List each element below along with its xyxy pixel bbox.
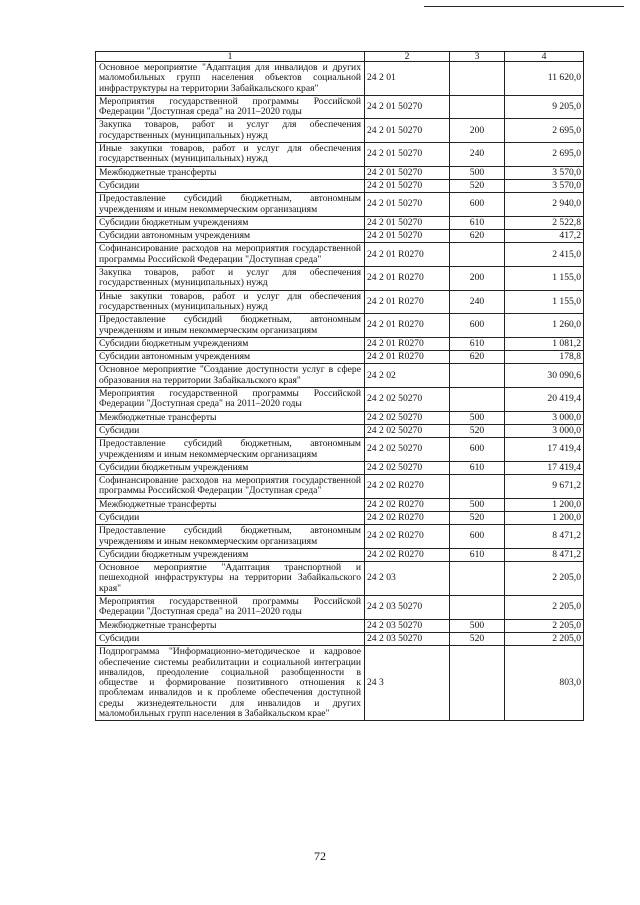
table-header-row [96,52,584,62]
table-row [96,411,584,424]
table-row [96,243,584,267]
row-name: Закупка товаров, работ и услуг для обеспечения государственных (муниципальных) нужд [96,267,365,291]
row-code: 24 2 02 50270 [365,461,450,474]
row-type: 240 [450,143,505,167]
table-row [96,548,584,561]
row-code: 24 2 01 R0270 [365,314,450,338]
row-amount: 2 205,0 [505,596,584,620]
row-name: Предоставление субсидий бюджетным, автономным учреждениям и иным некоммерческим организациям [96,193,365,217]
row-name: Предоставление субсидий бюджетным, автономным учреждениям и иным некоммерческим организациям [96,438,365,462]
row-name: Субсидии автономным учреждениям [96,351,365,364]
row-amount: 2 205,0 [505,619,584,632]
row-type [450,62,505,96]
table-row [96,193,584,217]
row-type: 620 [450,351,505,364]
row-amount: 8 471,2 [505,548,584,561]
table-row [96,216,584,229]
row-name: Межбюджетные трансферты [96,166,365,179]
table-row [96,95,584,119]
row-name: Предоставление субсидий бюджетным, автономным учреждениям и иным некоммерческим организациям [96,314,365,338]
table-row [96,179,584,192]
header-col-3: 3 [450,52,505,62]
row-amount: 2 522,8 [505,216,584,229]
table-row [96,461,584,474]
table-row [96,596,584,620]
row-code: 24 2 02 [365,364,450,388]
row-type: 610 [450,461,505,474]
table-row [96,337,584,350]
row-type [450,596,505,620]
row-code: 24 2 01 50270 [365,143,450,167]
budget-table [95,51,584,721]
row-name: Субсидии бюджетным учреждениям [96,461,365,474]
row-code: 24 2 03 50270 [365,632,450,645]
row-code: 24 2 01 50270 [365,216,450,229]
row-code: 24 2 01 R0270 [365,267,450,291]
table-row [96,143,584,167]
row-amount: 30 090,6 [505,364,584,388]
row-code: 24 2 01 50270 [365,166,450,179]
row-name: Мероприятия государственной программы Российской Федерации "Доступная среда" на 2011–2020 годы [96,388,365,412]
row-type: 620 [450,230,505,243]
row-name: Основное мероприятие "Адаптация транспортной и пешеходной инфраструктуры на территории Забайкальского края" [96,562,365,596]
row-amount: 1 081,2 [505,337,584,350]
row-type: 520 [450,179,505,192]
table-row [96,166,584,179]
row-amount: 9 671,2 [505,475,584,499]
header-col-4: 4 [505,52,584,62]
row-name: Межбюджетные трансферты [96,411,365,424]
row-type [450,364,505,388]
row-name: Субсидии [96,511,365,524]
row-amount: 417,2 [505,230,584,243]
row-type: 610 [450,337,505,350]
row-amount: 2 940,0 [505,193,584,217]
row-name: Основное мероприятие "Адаптация для инвалидов и других маломобильных групп населения объектов социальной инфраструктуры на территории Забайкальского края" [96,62,365,96]
header-col-1: 1 [96,52,365,62]
row-type: 500 [450,498,505,511]
row-type [450,562,505,596]
row-type: 600 [450,314,505,338]
row-amount: 803,0 [505,646,584,721]
row-type: 520 [450,424,505,437]
row-type: 610 [450,548,505,561]
row-code: 24 2 01 R0270 [365,351,450,364]
row-name: Субсидии [96,179,365,192]
table-row [96,62,584,96]
table-row [96,267,584,291]
page-number: 72 [314,849,326,863]
row-name: Софинансирование расходов на мероприятия государственной программы Российской Федерации "Доступная среда" [96,243,365,267]
row-type [450,475,505,499]
row-name: Основное мероприятие "Создание доступности услуг в сфере образования на территории Забайкальского края" [96,364,365,388]
row-code: 24 2 01 50270 [365,193,450,217]
row-code: 24 2 02 R0270 [365,498,450,511]
row-amount: 3 570,0 [505,166,584,179]
table-row [96,646,584,721]
row-code: 24 2 01 R0270 [365,337,450,350]
row-type [450,388,505,412]
table-row [96,475,584,499]
row-code: 24 2 02 50270 [365,438,450,462]
table-body [96,62,584,721]
row-type: 500 [450,411,505,424]
row-type: 600 [450,438,505,462]
row-code: 24 2 01 [365,62,450,96]
row-code: 24 2 01 R0270 [365,243,450,267]
row-amount: 2 695,0 [505,143,584,167]
table-row [96,424,584,437]
row-code: 24 2 03 [365,562,450,596]
table-row [96,511,584,524]
row-code: 24 2 02 50270 [365,388,450,412]
row-type: 520 [450,511,505,524]
row-code: 24 2 01 50270 [365,95,450,119]
row-amount: 1 155,0 [505,267,584,291]
row-code: 24 2 02 R0270 [365,525,450,549]
row-code: 24 2 02 R0270 [365,511,450,524]
row-type: 600 [450,193,505,217]
table-row [96,290,584,314]
row-amount: 2 415,0 [505,243,584,267]
row-code: 24 3 [365,646,450,721]
table-row [96,364,584,388]
row-amount: 11 620,0 [505,62,584,96]
row-code: 24 2 02 R0270 [365,548,450,561]
row-name: Софинансирование расходов на мероприятия государственной программы Российской Федерации "Доступная среда" [96,475,365,499]
row-name: Закупка товаров, работ и услуг для обеспечения государственных (муниципальных) нужд [96,119,365,143]
table-row [96,351,584,364]
table-row [96,525,584,549]
row-name: Субсидии бюджетным учреждениям [96,337,365,350]
row-amount: 1 200,0 [505,498,584,511]
row-type: 600 [450,525,505,549]
row-amount: 178,8 [505,351,584,364]
row-amount: 20 419,4 [505,388,584,412]
table-row [96,438,584,462]
row-amount: 2 695,0 [505,119,584,143]
row-amount: 9 205,0 [505,95,584,119]
row-code: 24 2 03 50270 [365,619,450,632]
row-code: 24 2 01 R0270 [365,290,450,314]
row-amount: 2 205,0 [505,632,584,645]
row-amount: 17 419,4 [505,438,584,462]
row-type [450,243,505,267]
row-name: Субсидии [96,632,365,645]
row-name: Мероприятия государственной программы Российской Федерации "Доступная среда" на 2011–2020 годы [96,596,365,620]
row-code: 24 2 02 50270 [365,424,450,437]
row-amount: 3 000,0 [505,424,584,437]
table-row [96,619,584,632]
table-row [96,562,584,596]
row-name: Субсидии бюджетным учреждениям [96,548,365,561]
table-row [96,388,584,412]
row-type [450,95,505,119]
row-name: Субсидии [96,424,365,437]
header-col-2: 2 [365,52,450,62]
row-type: 200 [450,267,505,291]
table-row [96,498,584,511]
row-type [450,646,505,721]
row-amount: 1 200,0 [505,511,584,524]
row-amount: 2 205,0 [505,562,584,596]
row-amount: 1 155,0 [505,290,584,314]
top-rule [424,6,624,7]
row-name: Иные закупки товаров, работ и услуг для обеспечения государственных (муниципальных) нужд [96,290,365,314]
row-code: 24 2 03 50270 [365,596,450,620]
table-row [96,230,584,243]
row-type: 610 [450,216,505,229]
row-amount: 3 570,0 [505,179,584,192]
row-name: Иные закупки товаров, работ и услуг для обеспечения государственных (муниципальных) нужд [96,143,365,167]
table-row [96,119,584,143]
row-code: 24 2 01 50270 [365,119,450,143]
row-code: 24 2 01 50270 [365,230,450,243]
row-amount: 1 260,0 [505,314,584,338]
row-type: 500 [450,619,505,632]
row-name: Подпрограмма "Информационно-методическое и кадровое обеспечение системы реабилитации и социальной интеграции инвалидов, преодоление социальной разобщенности в обществе и формирование позитивного отношения к проблемам инвалидов и к проблеме обеспечения доступной среды жизнедеятельности для инвалидов и других маломобильных групп населения в Забайкальском крае" [96,646,365,721]
row-amount: 3 000,0 [505,411,584,424]
row-code: 24 2 01 50270 [365,179,450,192]
row-name: Мероприятия государственной программы Российской Федерации "Доступная среда" на 2011–2020 годы [96,95,365,119]
row-type: 520 [450,632,505,645]
row-type: 200 [450,119,505,143]
row-amount: 8 471,2 [505,525,584,549]
table-row [96,314,584,338]
row-name: Межбюджетные трансферты [96,498,365,511]
row-amount: 17 419,4 [505,461,584,474]
row-name: Субсидии бюджетным учреждениям [96,216,365,229]
row-name: Субсидии автономным учреждениям [96,230,365,243]
row-code: 24 2 02 R0270 [365,475,450,499]
row-name: Предоставление субсидий бюджетным, автономным учреждениям и иным некоммерческим организациям [96,525,365,549]
table-row [96,632,584,645]
row-name: Межбюджетные трансферты [96,619,365,632]
row-type: 500 [450,166,505,179]
row-type: 240 [450,290,505,314]
row-code: 24 2 02 50270 [365,411,450,424]
